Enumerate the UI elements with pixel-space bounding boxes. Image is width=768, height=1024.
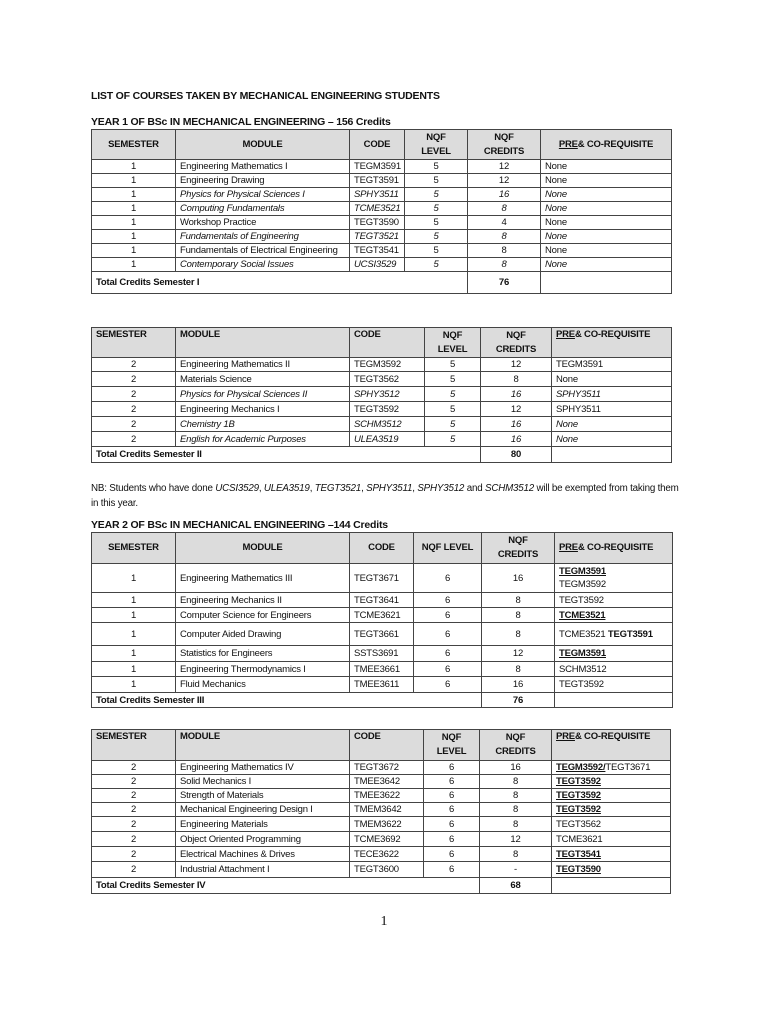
prereq-cell: TEGT3592	[552, 789, 671, 803]
credits-cell: 8	[468, 202, 541, 216]
total-label: Total Credits Semester II	[92, 447, 481, 463]
level-cell: 6	[414, 646, 482, 662]
prereq-cell: TEGT3592	[555, 593, 673, 608]
semester-cell: 2	[92, 775, 176, 789]
prereq-cell: None	[541, 188, 672, 202]
code-cell: TEGT3592	[350, 402, 425, 417]
nqf-label: NQF	[506, 329, 526, 341]
level-cell: 5	[405, 174, 468, 188]
nqf-label: NQF	[426, 131, 446, 143]
credits-label: CREDITS	[495, 343, 537, 355]
module-cell: Electrical Machines & Drives	[176, 847, 350, 862]
code-cell: TCME3692	[350, 832, 424, 847]
module-cell: Strength of Materials	[176, 789, 350, 803]
level-cell: 5	[405, 230, 468, 244]
code-cell: TEGT3541	[350, 244, 405, 258]
prereq-cell: TEGT3592	[555, 677, 673, 693]
table-header-row	[92, 130, 672, 160]
total-label: Total Credits Semester IV	[92, 878, 480, 894]
exemption-note	[91, 481, 681, 511]
level-cell: 6	[424, 803, 480, 817]
level-cell: 5	[405, 258, 468, 272]
semester-4-table	[91, 729, 671, 894]
credits-cell: 16	[481, 387, 552, 402]
prereq-cell: TEGT3562	[552, 817, 671, 832]
nqf-credits-header	[482, 533, 555, 564]
prereq-cell: TEGT3592	[552, 803, 671, 817]
prereq-code: TEGM3592	[559, 579, 606, 590]
table-row	[92, 258, 672, 272]
prereq-code: TCME3521	[559, 628, 606, 640]
year1-title: YEAR 1 OF BSc IN MECHANICAL ENGINEERING – 156 Credits	[91, 116, 391, 128]
credits-cell: 12	[468, 160, 541, 174]
table-row	[92, 432, 672, 447]
prereq-header	[555, 533, 673, 564]
credits-cell: 12	[481, 358, 552, 372]
note-separator: ,	[309, 483, 315, 494]
code-cell: TEGT3590	[350, 216, 405, 230]
semester-cell: 2	[92, 862, 176, 878]
semester-cell: 2	[92, 761, 176, 775]
nqf-label: NQF	[442, 329, 463, 341]
credits-cell: 8	[482, 662, 555, 677]
credits-cell: 12	[480, 832, 552, 847]
module-cell: Statistics for Engineers	[176, 646, 350, 662]
prereq-cell	[552, 761, 671, 775]
co-requisite-label: & CO-REQUISITE	[577, 138, 654, 150]
semester-cell: 2	[92, 372, 176, 387]
semester-cell: 1	[92, 646, 176, 662]
semester-cell: 2	[92, 358, 176, 372]
level-cell: 6	[414, 677, 482, 693]
total-row	[92, 272, 672, 294]
prereq-cell: None	[541, 258, 672, 272]
level-cell: 5	[425, 372, 481, 387]
level-label: LEVEL	[421, 145, 451, 157]
module-cell: Engineering Mathematics III	[176, 564, 350, 593]
level-cell: 5	[425, 417, 481, 432]
module-header: MODULE	[176, 533, 350, 564]
table-row	[92, 775, 671, 789]
module-cell: Computing Fundamentals	[176, 202, 350, 216]
credits-cell: 16	[481, 432, 552, 447]
total-credits: 76	[482, 693, 555, 708]
prereq-cell	[555, 564, 673, 593]
module-header: MODULE	[176, 328, 350, 358]
credits-cell: 8	[468, 244, 541, 258]
note-course-code: UCSI3529	[215, 483, 259, 494]
table-row	[92, 761, 671, 775]
total-credits: 68	[480, 878, 552, 894]
module-header: MODULE	[176, 130, 350, 160]
level-cell: 6	[424, 789, 480, 803]
semester-3-table	[91, 532, 673, 708]
module-cell: Engineering Mathematics I	[176, 160, 350, 174]
prereq-cell: SCHM3512	[555, 662, 673, 677]
note-text: will be exempted from taking them in this year.	[91, 483, 679, 509]
code-cell: TEGT3671	[350, 564, 414, 593]
code-cell: TMEE3661	[350, 662, 414, 677]
module-cell: Object Oriented Programming	[176, 832, 350, 847]
semester-cell: 2	[92, 387, 176, 402]
module-cell: Solid Mechanics I	[176, 775, 350, 789]
code-cell: TEGT3562	[350, 372, 425, 387]
pre-label: PRE	[556, 329, 575, 340]
prereq-code: TEGT3671	[605, 762, 651, 773]
credits-cell: 8	[480, 847, 552, 862]
table-row	[92, 803, 671, 817]
semester-header: SEMESTER	[92, 730, 176, 761]
level-cell: 6	[424, 832, 480, 847]
table-row	[92, 230, 672, 244]
credits-cell: 8	[480, 775, 552, 789]
credits-cell: 8	[480, 817, 552, 832]
semester-header: SEMESTER	[92, 328, 176, 358]
level-cell: 6	[414, 564, 482, 593]
module-cell: Computer Science for Engineers	[176, 608, 350, 623]
note-text: NB: Students who have done	[91, 483, 216, 494]
semester-cell: 1	[92, 593, 176, 608]
prereq-cell: None	[552, 372, 672, 387]
total-empty	[555, 693, 673, 708]
table-row	[92, 387, 672, 402]
credits-cell: -	[480, 862, 552, 878]
code-cell: TEGM3591	[350, 160, 405, 174]
semester-cell: 1	[92, 244, 176, 258]
nqf-level-header: NQF LEVEL	[414, 533, 482, 564]
note-course-code: SCHM3512	[484, 483, 535, 494]
co-requisite-label: & CO-REQUISITE	[574, 329, 651, 340]
credits-cell: 8	[468, 230, 541, 244]
semester-cell: 2	[92, 817, 176, 832]
table-row	[92, 662, 673, 677]
total-label: Total Credits Semester III	[92, 693, 482, 708]
module-cell: Fundamentals of Electrical Engineering	[176, 244, 350, 258]
total-row	[92, 693, 673, 708]
credits-cell: 16	[481, 417, 552, 432]
semester-cell: 1	[92, 677, 176, 693]
module-cell: Contemporary Social Issues	[176, 258, 350, 272]
level-cell: 6	[424, 775, 480, 789]
semester-header: SEMESTER	[92, 130, 176, 160]
nqf-level-header	[405, 130, 468, 160]
credits-cell: 8	[468, 258, 541, 272]
module-cell: Engineering Materials	[176, 817, 350, 832]
table-row	[92, 216, 672, 230]
table-row	[92, 244, 672, 258]
table-header-row	[92, 328, 672, 358]
level-cell: 6	[424, 862, 480, 878]
prereq-code: TEGM3592/	[556, 762, 606, 773]
prereq-cell: None	[541, 160, 672, 174]
level-cell: 6	[414, 662, 482, 677]
code-header: CODE	[350, 130, 405, 160]
code-header: CODE	[350, 533, 414, 564]
total-label: Total Credits Semester I	[92, 272, 468, 294]
code-cell: TMEE3622	[350, 789, 424, 803]
module-cell: Workshop Practice	[176, 216, 350, 230]
module-cell: Physics for Physical Sciences I	[176, 188, 350, 202]
pre-label: PRE	[559, 542, 578, 553]
semester-cell: 2	[92, 832, 176, 847]
code-cell: TEGT3521	[350, 230, 405, 244]
note-separator: ,	[258, 483, 264, 494]
total-empty	[552, 878, 671, 894]
prereq-cell: SPHY3511	[552, 402, 672, 417]
nqf-credits-header	[468, 130, 541, 160]
semester-cell: 1	[92, 608, 176, 623]
level-cell: 6	[414, 623, 482, 646]
nqf-label: NQF	[505, 732, 526, 743]
prereq-cell: None	[541, 244, 672, 258]
total-empty	[552, 447, 672, 463]
code-cell: TMEE3642	[350, 775, 424, 789]
level-cell: 6	[414, 608, 482, 623]
table-row	[92, 646, 673, 662]
prereq-cell: TEGT3592	[552, 775, 671, 789]
code-header: CODE	[350, 328, 425, 358]
code-cell: TEGT3600	[350, 862, 424, 878]
module-cell: Engineering Drawing	[176, 174, 350, 188]
nqf-credits-header	[481, 328, 552, 358]
credits-label: CREDITS	[495, 746, 536, 757]
semester-cell: 1	[92, 662, 176, 677]
semester-cell: 2	[92, 402, 176, 417]
semester-1-table	[91, 129, 672, 294]
module-cell: Engineering Mathematics II	[176, 358, 350, 372]
code-cell: UCSI3529	[350, 258, 405, 272]
credits-cell: 16	[468, 188, 541, 202]
credits-cell: 8	[480, 803, 552, 817]
semester-cell: 1	[92, 258, 176, 272]
table-row	[92, 832, 671, 847]
prereq-cell: TCME3521	[555, 608, 673, 623]
nqf-level-header	[424, 730, 480, 761]
co-requisite-label: & CO-REQUISITE	[577, 542, 654, 553]
table-row	[92, 817, 671, 832]
credits-cell: 8	[482, 608, 555, 623]
prereq-cell: TEGT3590	[552, 862, 671, 878]
nqf-credits-header	[480, 730, 552, 761]
credits-cell: 12	[468, 174, 541, 188]
total-credits: 80	[481, 447, 552, 463]
note-separator: and	[464, 483, 485, 494]
semester-cell: 2	[92, 789, 176, 803]
nqf-label: NQF	[494, 131, 514, 143]
table-row	[92, 847, 671, 862]
table-header-row	[92, 533, 673, 564]
co-requisite-label: & CO-REQUISITE	[574, 731, 651, 742]
module-cell: Fluid Mechanics	[176, 677, 350, 693]
code-cell: TEGT3641	[350, 593, 414, 608]
prereq-header	[552, 730, 671, 761]
note-course-code: SPHY3512	[417, 483, 465, 494]
table-row	[92, 358, 672, 372]
code-cell: SPHY3512	[350, 387, 425, 402]
level-cell: 5	[405, 188, 468, 202]
nqf-level-header	[425, 328, 481, 358]
module-header: MODULE	[176, 730, 350, 761]
table-row	[92, 593, 673, 608]
semester-cell: 1	[92, 160, 176, 174]
credits-label: CREDITS	[497, 549, 539, 560]
code-cell: TMEM3622	[350, 817, 424, 832]
credits-cell: 16	[482, 677, 555, 693]
prereq-cell: None	[541, 174, 672, 188]
pre-label: PRE	[556, 731, 575, 742]
level-cell: 6	[424, 761, 480, 775]
level-cell: 6	[424, 817, 480, 832]
prereq-header	[552, 328, 672, 358]
prereq-cell: TCME3621	[552, 832, 671, 847]
semester-cell: 1	[92, 216, 176, 230]
note-separator: ,	[412, 483, 418, 494]
credits-cell: 12	[481, 402, 552, 417]
code-cell: TECE3622	[350, 847, 424, 862]
code-cell: SPHY3511	[350, 188, 405, 202]
code-cell: ULEA3519	[350, 432, 425, 447]
nqf-label: NQF	[441, 732, 462, 743]
table-row	[92, 402, 672, 417]
code-cell: TCME3621	[350, 608, 414, 623]
document-title: LIST OF COURSES TAKEN BY MECHANICAL ENGINEERING STUDENTS	[91, 90, 440, 102]
level-label: LEVEL	[437, 343, 468, 355]
prereq-cell: TEGM3591	[552, 358, 672, 372]
semester-cell: 2	[92, 417, 176, 432]
level-cell: 5	[425, 432, 481, 447]
level-cell: 5	[405, 244, 468, 258]
semester-cell: 1	[92, 174, 176, 188]
total-row	[92, 447, 672, 463]
total-row	[92, 878, 671, 894]
semester-header: SEMESTER	[92, 533, 176, 564]
level-label: LEVEL	[436, 746, 467, 757]
nqf-label: NQF	[508, 535, 528, 546]
credits-label: CREDITS	[483, 145, 525, 157]
semester-cell: 1	[92, 564, 176, 593]
prereq-cell: TEGM3591	[555, 646, 673, 662]
level-cell: 6	[424, 847, 480, 862]
semester-cell: 1	[92, 202, 176, 216]
pre-label: PRE	[558, 138, 578, 150]
credits-cell: 8	[481, 372, 552, 387]
code-cell: SSTS3691	[350, 646, 414, 662]
prereq-cell: None	[552, 417, 672, 432]
module-cell: Engineering Mechanics II	[176, 593, 350, 608]
code-cell: TEGT3672	[350, 761, 424, 775]
table-row	[92, 160, 672, 174]
table-row	[92, 564, 673, 593]
code-cell: TCME3521	[350, 202, 405, 216]
code-cell: TMEE3611	[350, 677, 414, 693]
code-cell: TEGM3592	[350, 358, 425, 372]
note-separator: ,	[361, 483, 367, 494]
table-header-row	[92, 730, 671, 761]
semester-cell: 1	[92, 623, 176, 646]
note-course-code: ULEA3519	[263, 483, 310, 494]
credits-cell: 16	[480, 761, 552, 775]
semester-cell: 2	[92, 847, 176, 862]
prereq-cell: None	[541, 216, 672, 230]
level-cell: 5	[425, 387, 481, 402]
level-cell: 6	[414, 593, 482, 608]
semester-cell: 1	[92, 188, 176, 202]
code-cell: TEGT3591	[350, 174, 405, 188]
page-number: 1	[380, 914, 388, 929]
semester-2-table	[91, 327, 672, 463]
module-cell: Computer Aided Drawing	[176, 623, 350, 646]
table-row	[92, 202, 672, 216]
semester-cell: 2	[92, 803, 176, 817]
table-row	[92, 188, 672, 202]
credits-cell: 8	[482, 593, 555, 608]
table-row	[92, 608, 673, 623]
level-cell: 5	[405, 216, 468, 230]
table-row	[92, 417, 672, 432]
code-cell: SCHM3512	[350, 417, 425, 432]
credits-cell: 8	[480, 789, 552, 803]
table-row	[92, 623, 673, 646]
table-row	[92, 789, 671, 803]
prereq-header	[541, 130, 672, 160]
credits-cell: 4	[468, 216, 541, 230]
module-cell: Materials Science	[176, 372, 350, 387]
code-cell: TEGT3661	[350, 623, 414, 646]
note-course-code: SPHY3511	[366, 483, 413, 494]
level-cell: 5	[405, 160, 468, 174]
prereq-code: TEGT3591	[607, 628, 653, 640]
level-cell: 5	[425, 402, 481, 417]
prereq-cell: TEGT3541	[552, 847, 671, 862]
semester-cell: 2	[92, 432, 176, 447]
code-header: CODE	[350, 730, 424, 761]
level-cell: 5	[405, 202, 468, 216]
credits-cell: 8	[482, 623, 555, 646]
prereq-cell: SPHY3511	[552, 387, 672, 402]
module-cell: Industrial Attachment I	[176, 862, 350, 878]
level-cell: 5	[425, 358, 481, 372]
total-empty	[541, 272, 672, 294]
table-row	[92, 677, 673, 693]
module-cell: Engineering Mechanics I	[176, 402, 350, 417]
note-course-code: TEGT3521	[314, 483, 362, 494]
module-cell: Chemistry 1B	[176, 417, 350, 432]
module-cell: Engineering Thermodynamics I	[176, 662, 350, 677]
credits-cell: 12	[482, 646, 555, 662]
prereq-cell: None	[552, 432, 672, 447]
code-cell: TMEM3642	[350, 803, 424, 817]
table-row	[92, 862, 671, 878]
prereq-cell: None	[541, 230, 672, 244]
total-credits: 76	[468, 272, 541, 294]
module-cell: English for Academic Purposes	[176, 432, 350, 447]
year2-title: YEAR 2 OF BSc IN MECHANICAL ENGINEERING –144 Credits	[91, 519, 388, 531]
module-cell: Fundamentals of Engineering	[176, 230, 350, 244]
prereq-cell: None	[541, 202, 672, 216]
credits-cell: 16	[482, 564, 555, 593]
prereq-cell	[555, 623, 673, 646]
table-row	[92, 372, 672, 387]
prereq-code: TEGM3591	[559, 566, 606, 577]
module-cell: Mechanical Engineering Design I	[176, 803, 350, 817]
semester-cell: 1	[92, 230, 176, 244]
module-cell: Physics for Physical Sciences II	[176, 387, 350, 402]
module-cell: Engineering Mathematics IV	[176, 761, 350, 775]
table-row	[92, 174, 672, 188]
